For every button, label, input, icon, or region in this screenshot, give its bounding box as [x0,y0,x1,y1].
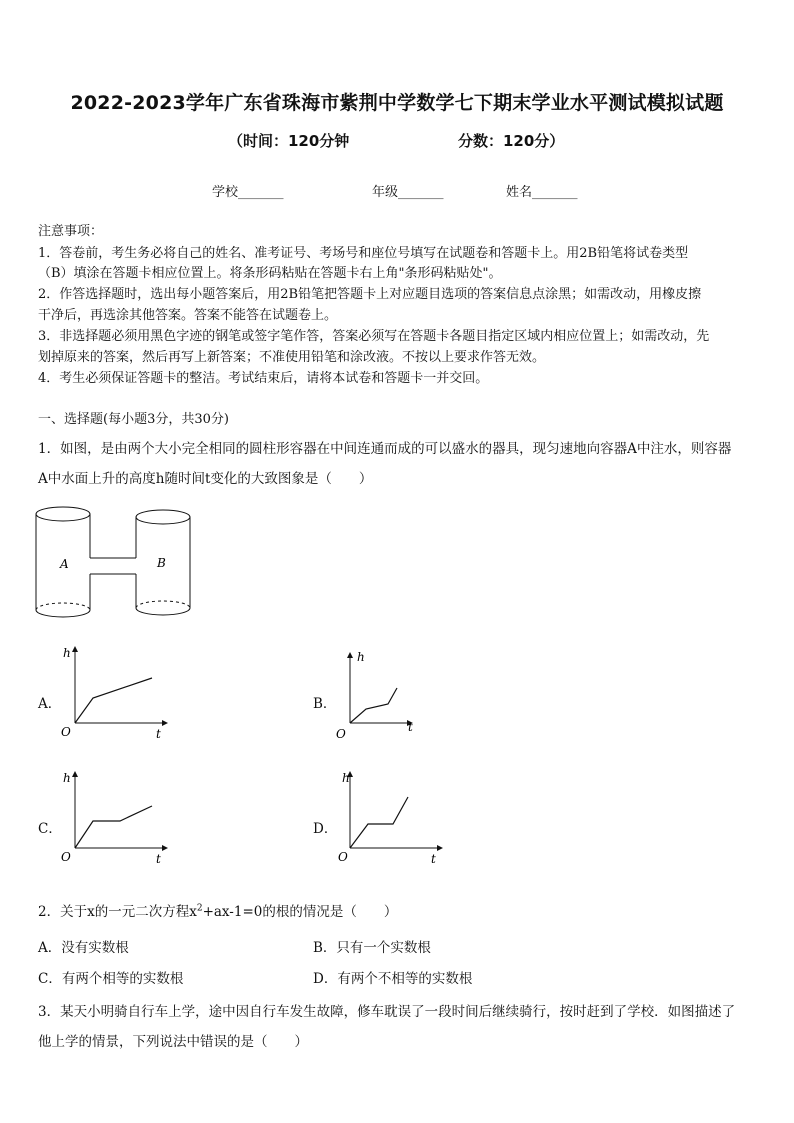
option-a-graph [55,643,175,743]
note-2a: 2．作答选择题时，选出每小题答案后，用2B铅笔把答题卡上对应题目选项的答案信息点涂黑；如需改动，用橡皮擦 [38,287,702,302]
axis-t-label: t [408,720,413,734]
note-3b: 划掉原来的答案，然后再写上新答案；不准使用铅笔和涂改液。不按以上要求作答无效。 [38,350,546,365]
connected-cylinders-figure [30,500,200,625]
option-c-label: C． [38,821,62,837]
grade-field: 年级_______ [372,185,444,200]
q2-option-b: B．只有一个实数根 [313,940,431,956]
notes-heading: 注意事项： [38,224,104,239]
note-3a: 3．非选择题必须用黑色字迹的钢笔或签字笔作答，答案必须写在答题卡各题目指定区域内相应位置上；如需改动，先 [38,329,710,344]
origin-label: O [338,850,348,864]
axis-t-label: t [431,852,436,866]
option-c-graph [55,768,175,868]
q3-stem-line1: 3．某天小明骑自行车上学，途中因自行车发生故障，修车耽误了一段时间后继续骑行，按时赶到了学校．如图描述了 [38,1004,736,1020]
exam-title: 2022-2023学年广东省珠海市紫荆中学数学七下期末学业水平测试模拟试题 [70,92,724,114]
container-b-label: B [157,556,166,570]
school-field: 学校_______ [212,185,284,200]
container-a-label: A [60,557,69,571]
axis-h-label: h [357,650,365,664]
q1-stem-line2: A中水面上升的高度h随时间t变化的大致图象是（ ） [38,471,373,487]
option-d-graph [330,768,450,868]
axis-t-label: t [156,727,161,741]
exam-score: 分数：120分） [458,132,565,150]
q2-option-c: C．有两个相等的实数根 [38,971,184,987]
section-heading: 一、选择题(每小题3分，共30分) [38,412,229,427]
q2-stem: 2．关于x的一元二次方程$x^2+ax-1=0$的根的情况是（ ） [38,903,398,920]
axis-h-label: h [342,771,350,785]
axis-h-label: h [63,771,71,785]
axis-t-label: t [156,852,161,866]
exam-time: （时间：120分钟 [228,132,350,150]
q2-option-d: D．有两个不相等的实数根 [313,971,473,987]
note-2b: 干净后，再选涂其他答案。答案不能答在试题卷上。 [38,308,338,323]
q1-stem-line1: 1．如图，是由两个大小完全相同的圆柱形容器在中间连通而成的可以盛水的器具，现匀速地向容器A中注水，则容器 [38,441,732,457]
option-b-label: B． [313,696,337,712]
origin-label: O [336,727,346,741]
axis-h-label: h [63,646,71,660]
name-field: 姓名_______ [506,185,578,200]
option-d-label: D． [313,821,338,837]
origin-label: O [61,725,71,739]
note-1a: 1．答卷前，考生务必将自己的姓名、准考证号、考场号和座位号填写在试题卷和答题卡上。用2B铅笔将试卷类型 [38,246,689,261]
option-b-graph [330,643,450,743]
origin-label: O [61,850,71,864]
note-1b: （B）填涂在答题卡相应位置上。将条形码粘贴在答题卡右上角"条形码粘贴处"。 [38,266,502,281]
note-4: 4．考生必须保证答题卡的整洁。考试结束后，请将本试卷和答题卡一并交回。 [38,371,489,386]
q3-stem-line2: 他上学的情景，下列说法中错误的是（ ） [38,1034,308,1050]
option-a-label: A． [38,696,62,712]
q2-option-a: A．没有实数根 [38,940,129,956]
